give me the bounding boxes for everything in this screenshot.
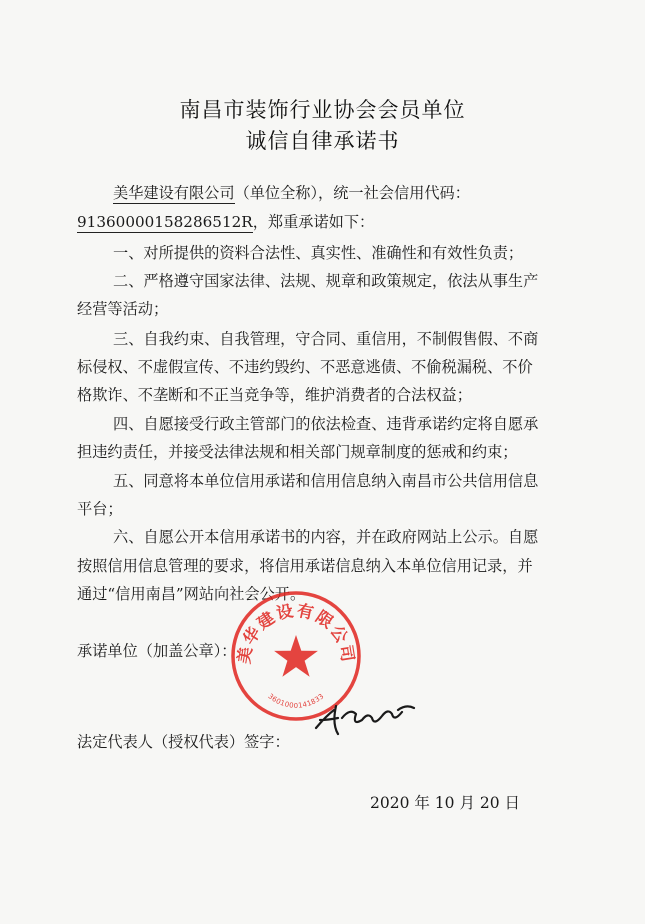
handwritten-signature: [312, 698, 420, 738]
company-name: 美华建设有限公司: [113, 184, 235, 202]
sign-date: 2020 年 10 月 20 日: [370, 794, 521, 812]
company-suffix: （单位全称），统一社会信用代码：: [234, 184, 470, 202]
unit-label: 承诺单位（加盖公章）：: [77, 642, 237, 660]
item-line: 四、自愿接受行政主管部门的依法检查、违背承诺约定将自愿承: [113, 415, 539, 433]
credit-code: 91360000158286512R: [77, 213, 253, 231]
promise-text: ，郑重承诺如下：: [252, 213, 375, 231]
item-line: 平台；: [77, 500, 123, 518]
item-line: 一、对所提供的资料合法性、真实性、准确性和有效性负责；: [113, 244, 524, 262]
rep-label: 法定代表人（授权代表）签字：: [77, 733, 290, 751]
item-line: 通过“信用南昌”网站向社会公开。: [77, 585, 306, 603]
doc-subtitle: 诚信自律承诺书: [245, 129, 400, 153]
seal-star-icon: [274, 635, 318, 677]
item-line: 格欺诈、不垄断和不正当竞争等，维护消费者的合法权益；: [77, 386, 472, 404]
header-line-2: [77, 211, 374, 232]
header-line-1: [113, 182, 470, 203]
item-line: 经营等活动；: [77, 300, 169, 318]
item-line: 按照信用信息管理的要求，将信用承诺信息纳入本单位信用记录，并: [77, 557, 533, 575]
item-line: 三、自我约束、自我管理，守合同、重信用，不制假售假、不商: [113, 330, 539, 348]
seal-number: 3601000141833: [266, 692, 326, 710]
item-line: 标侵权、不虚假宣传、不违约毁约、不恶意逃债、不偷税漏税、不价: [77, 358, 533, 376]
item-line: 六、自愿公开本信用承诺书的内容，并在政府网站上公示。自愿: [113, 528, 539, 546]
item-line: 五、同意将本单位信用承诺和信用信息纳入南昌市公共信用信息: [113, 472, 539, 490]
doc-title: 南昌市装饰行业协会会员单位: [179, 98, 466, 122]
item-line: 担违约责任，并接受法律法规和相关部门规章制度的惩戒和约束；: [77, 443, 518, 461]
item-line: 二、严格遵守国家法律、法规、规章和政策规定，依法从事生产: [113, 272, 539, 290]
seal-text: 美华建设有限公司: [234, 600, 358, 665]
